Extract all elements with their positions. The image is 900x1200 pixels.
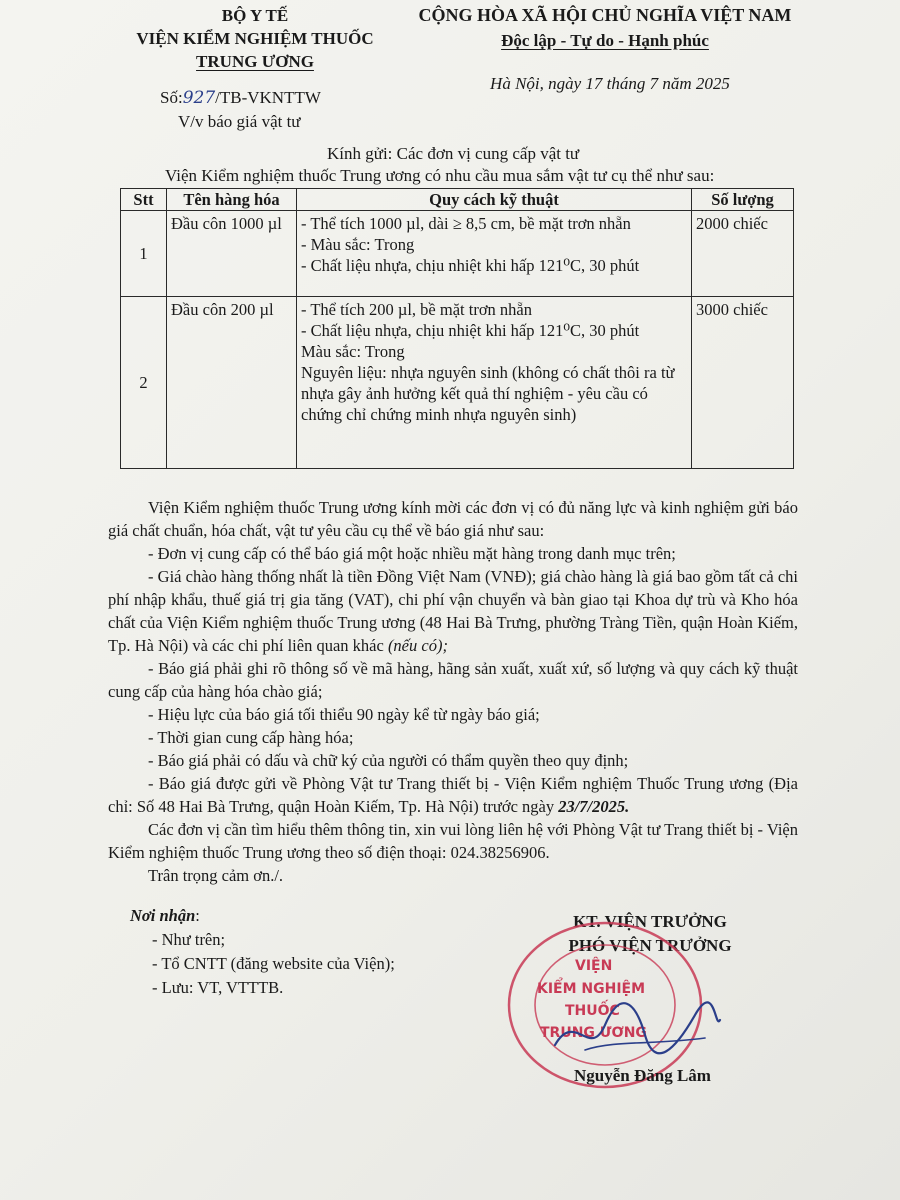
recipient-item: - Lưu: VT, VTTTB. [152, 978, 284, 997]
document-subject: V/v báo giá vật tư [178, 112, 301, 131]
row-spec [297, 211, 692, 297]
signer-name: Nguyễn Đăng Lâm [574, 1066, 711, 1085]
deadline-date: 23/7/2025. [558, 797, 630, 816]
row-qty: 3000 chiếc [692, 297, 794, 469]
signer-position: PHÓ VIỆN TRƯỞNG [568, 936, 732, 955]
requirement-item: - Báo giá phải có dấu và chữ ký của người có thẩm quyền theo quy định; [148, 751, 629, 770]
price-requirement-note: (nếu có); [387, 636, 448, 655]
addressee: Kính gửi: Các đơn vị cung cấp vật tư [327, 144, 580, 163]
document-date: Hà Nội, ngày 17 tháng 7 năm 2025 [490, 74, 730, 93]
header-stt: Stt [121, 189, 167, 211]
institute-name-line1: VIỆN KIỂM NGHIỆM THUỐC [136, 29, 374, 48]
contact-paragraph: Các đơn vị cần tìm hiểu thêm thông tin, xin vui lòng liên hệ với Phòng Vật tư Trang thiết bị - Viện Kiểm nghiệm thuốc Trung ương theo số điện thoại: 024.38256906. [108, 820, 798, 862]
institute-name-line2: TRUNG ƯƠNG [196, 52, 314, 71]
document-number [160, 88, 321, 108]
supply-table [120, 188, 794, 469]
recipients-colon: : [195, 906, 200, 925]
handwritten-number: 927 [182, 88, 216, 108]
requirement-item: - Báo giá phải ghi rõ thông số về mã hàng, hãng sản xuất, xuất xứ, số lượng và quy cách kỹ thuật cung cấp của hàng hóa chào giá; [108, 659, 798, 701]
spec-line: Nguyên liệu: nhựa nguyên sinh (không có chất thôi ra từ nhựa gây ảnh hưởng kết quả thí nghiệm - yêu cầu có chứng chỉ chứng minh nhựa nguyên sinh) [301, 363, 675, 424]
spec-line: - Thể tích 200 µl, bề mặt trơn nhẵn [301, 300, 532, 319]
header-spec: Quy cách kỹ thuật [297, 189, 692, 211]
spec-line: - Màu sắc: Trong [301, 235, 415, 254]
stamp-line-1: VIỆN [575, 958, 613, 974]
requirement-item [108, 772, 798, 818]
price-requirement: - Giá chào hàng thống nhất là tiền Đồng Việt Nam (VNĐ); giá chào hàng là giá bao gồm tất cả chi phí nhập khẩu, thuế giá trị gia tăng (VAT), chi phí vận chuyển và bàn giao tại Khoa dự trù và Kho hóa chất của Viện Kiểm nghiệm thuốc Trung ương (48 Hai Bà Trưng, phường Tràng Tiền, quận Hoàn Kiếm, Tp. Hà Nội) và các chi phí liên quan khác [108, 567, 798, 655]
spec-line: Màu sắc: Trong [301, 342, 405, 361]
spec-line: - Thể tích 1000 µl, dài ≥ 8,5 cm, bề mặt trơn nhẵn [301, 214, 631, 233]
recipients-title: Nơi nhận [130, 906, 196, 925]
closing-thanks: Trân trọng cảm ơn./. [148, 866, 284, 885]
body-section [108, 496, 798, 887]
row-qty: 2000 chiếc [692, 211, 794, 297]
stamp-line-3: THUỐC [565, 1003, 620, 1019]
row-name: Đầu côn 200 µl [167, 297, 297, 469]
national-motto: Độc lập - Tự do - Hạnh phúc [501, 31, 709, 50]
row-stt: 1 [121, 211, 167, 297]
stamp-line-2: KIỂM NGHIỆM [537, 981, 646, 997]
signer-authority: KT. VIỆN TRƯỞNG [573, 912, 727, 931]
submission-requirement: - Báo giá được gửi về Phòng Vật tư Trang thiết bị - Viện Kiểm nghiệm Thuốc Trung ương (Địa chỉ: Số 48 Hai Bà Trưng, quận Hoàn Kiếm, Tp. Hà Nội) trước ngày [108, 774, 798, 816]
recipients-block [130, 904, 395, 1000]
header-qty: Số lượng [692, 189, 794, 211]
row-spec [297, 297, 692, 469]
row-stt: 2 [121, 297, 167, 469]
intro-text: Viện Kiểm nghiệm thuốc Trung ương có nhu cầu mua sắm vật tư cụ thể như sau: [165, 166, 715, 185]
invitation-paragraph: Viện Kiểm nghiệm thuốc Trung ương kính mời các đơn vị có đủ năng lực và kinh nghiệm gửi báo giá chất chuẩn, hóa chất, vật tư yêu cầu cụ thể về báo giá như sau: [108, 498, 798, 540]
requirement-item: - Thời gian cung cấp hàng hóa; [148, 728, 354, 747]
requirement-item [108, 565, 798, 657]
handwritten-signature [545, 990, 725, 1070]
ministry-name: BỘ Y TẾ [221, 6, 289, 25]
issuer-header [120, 4, 390, 73]
recipient-item: - Tổ CNTT (đăng website của Viện); [152, 954, 395, 973]
row-name: Đầu côn 1000 µl [167, 211, 297, 297]
table-row [121, 297, 794, 469]
national-header [395, 2, 815, 54]
recipient-item: - Như trên; [152, 930, 226, 949]
stamp-line-4: TRUNG ƯƠNG [540, 1025, 647, 1041]
number-prefix: Số: [160, 88, 183, 107]
requirement-item: - Hiệu lực của báo giá tối thiểu 90 ngày kể từ ngày báo giá; [148, 705, 540, 724]
spec-line: - Chất liệu nhựa, chịu nhiệt khi hấp 121⁰C, 30 phút [301, 321, 640, 340]
requirement-item: - Đơn vị cung cấp có thể báo giá một hoặc nhiều mặt hàng trong danh mục trên; [148, 544, 676, 563]
table-header-row [121, 189, 794, 211]
header-name: Tên hàng hóa [167, 189, 297, 211]
number-suffix: /TB-VKNTTW [215, 88, 321, 107]
table-row [121, 211, 794, 297]
national-title: CỘNG HÒA XÃ HỘI CHỦ NGHĨA VIỆT NAM [418, 5, 792, 25]
spec-line: - Chất liệu nhựa, chịu nhiệt khi hấp 121⁰C, 30 phút [301, 256, 640, 275]
